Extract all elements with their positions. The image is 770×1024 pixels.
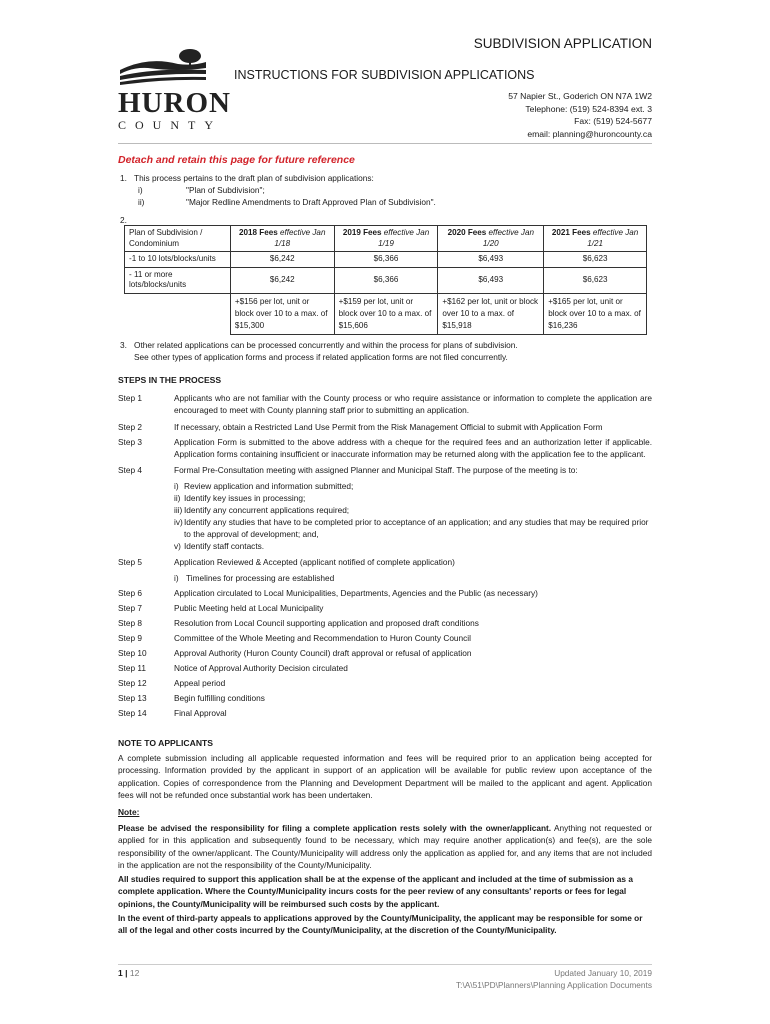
page-number: 1 | 12 xyxy=(118,968,140,978)
fee-cell: $6,493 xyxy=(438,267,544,293)
row-label: - 11 or more lots/blocks/units xyxy=(125,267,231,293)
fee-cell: $6,623 xyxy=(544,252,647,268)
list-item xyxy=(118,392,652,416)
step-label: Step 11 xyxy=(118,663,146,673)
footer-divider xyxy=(118,964,652,965)
step-text: Begin fulfilling conditions xyxy=(174,693,265,703)
list-item xyxy=(118,632,652,644)
steps-list xyxy=(118,392,652,719)
step-text: Formal Pre-Consultation meeting with assigned Planner and Municipal Staff. The purpose of the meeting is to: xyxy=(174,465,578,475)
step-label: Step 9 xyxy=(118,633,142,643)
step-text: Final Approval xyxy=(174,708,227,718)
table-row xyxy=(125,252,647,268)
sub-item-number: i) xyxy=(138,185,143,195)
fee-cell: $6,242 xyxy=(230,252,334,268)
file-path: T:\A\51\PD\Planners\Planning Application Documents xyxy=(455,979,652,990)
steps-heading: STEPS IN THE PROCESS xyxy=(118,375,222,385)
item-number: 1. xyxy=(120,173,127,183)
step-text: Notice of Approval Authority Decision circulated xyxy=(174,663,348,673)
note-bold-lead: Please be advised the responsibility for filing a complete application rests solely with the owner/applicant. xyxy=(118,823,552,833)
sub-item-text: "Plan of Subdivision"; xyxy=(186,185,265,195)
note-paragraph: In the event of third-party appeals to applications approved by the County/Municipality, the applicant may be responsible for some or all of the legal and other costs incurred by the County/Municipality, at the discretion of the County/Municipality. xyxy=(118,913,643,936)
step-4-sub-list xyxy=(118,480,652,552)
table-header-cell: 2019 Fees effective Jan 1/19 xyxy=(334,226,438,252)
step-text: Application circulated to Local Municipalities, Departments, Agencies and the Public (as necessary) xyxy=(174,588,538,598)
sub-item-number: ii) xyxy=(138,197,145,207)
table-header-row xyxy=(125,226,647,252)
step-text: Application Reviewed & Accepted (applicant notified of complete application) xyxy=(174,557,455,567)
step-label: Step 1 xyxy=(118,393,142,403)
contact-address xyxy=(508,90,652,140)
list-item xyxy=(118,647,652,659)
table-corner-label: Plan of Subdivision / Condominium xyxy=(125,226,231,252)
fax-line: Fax: (519) 524-5677 xyxy=(574,116,652,127)
list-item xyxy=(118,556,652,568)
logo-wordmark: HURON xyxy=(118,87,231,119)
note-paragraph: All studies required to support this application shall be at the expense of the applicant and included at the time of submission as a complete application. Where the County/Municipality incurs costs for the peer review of any consultants' reports or fees for legal opinions, the County/Municipality will be reimbursed such costs by the applicant. xyxy=(118,874,633,909)
step-text: Resolution from Local Council supporting application and proposed draft conditions xyxy=(174,618,479,628)
list-item xyxy=(118,587,652,599)
step-text: Applicants who are not familiar with the County process or who require assistance or information to complete the application are encouraged to meet with County planning staff prior to submitting an application. xyxy=(174,393,652,415)
logo-subtitle: COUNTY xyxy=(118,118,222,132)
document-title: SUBDIVISION APPLICATION xyxy=(473,36,652,51)
step-label: Step 7 xyxy=(118,603,142,613)
empty-cell xyxy=(125,293,231,335)
item-number: 3. xyxy=(120,340,127,350)
email-line: email: planning@huroncounty.ca xyxy=(527,128,652,139)
table-row xyxy=(125,293,647,335)
item-text: This process pertains to the draft plan of subdivision applications: xyxy=(134,173,374,183)
sub-item-text: "Major Redline Amendments to Draft Approved Plan of Subdivision". xyxy=(186,197,436,207)
note-body: A complete submission including all applicable requested information and fees will be required prior to an application being accepted for processing. Information provided by the applicant in support of an application will be available for public review upon acceptance of the application. Copies of correspondence from the Planning and Development Department will be mailed to the applicant and agent. Application fees will not be refunded once substantial work has been undertaken. xyxy=(118,753,652,801)
address-line: 57 Napier St., Goderich ON N7A 1W2 xyxy=(508,91,652,101)
step-label: Step 8 xyxy=(118,618,142,628)
per-lot-fee-cell: +$159 per lot, unit or block over 10 to a max. of $15,606 xyxy=(334,293,438,335)
step-text: Appeal period xyxy=(174,678,226,688)
step-label: Step 5 xyxy=(118,557,142,567)
table-header-cell: 2018 Fees effective Jan 1/18 xyxy=(230,226,334,252)
header-divider xyxy=(118,143,652,144)
step-5-sub-list xyxy=(118,572,652,584)
step-text: Public Meeting held at Local Municipality xyxy=(174,603,324,613)
fee-cell: $6,366 xyxy=(334,252,438,268)
step-text: Approval Authority (Huron County Council) draft approval or refusal of application xyxy=(174,648,472,658)
step-label: Step 13 xyxy=(118,693,147,703)
sub-item: iii) Identify any concurrent applications required; xyxy=(174,505,350,515)
step-label: Step 10 xyxy=(118,648,147,658)
list-item xyxy=(118,464,652,476)
step-text: Application Form is submitted to the above address with a cheque for the required fees and an authorization letter if applicable. Application forms containing insufficient or inaccurate information may be returned along with the application fee to the applicant. xyxy=(174,437,652,459)
step-text: Committee of the Whole Meeting and Recommendation to Huron County Council xyxy=(174,633,471,643)
intro-list xyxy=(120,172,436,208)
per-lot-fee-cell: +$162 per lot, unit or block over 10 to a max. of $15,918 xyxy=(438,293,544,335)
list-item xyxy=(118,707,652,719)
footer-info xyxy=(456,968,652,991)
document-subtitle: INSTRUCTIONS FOR SUBDIVISION APPLICATIONS xyxy=(234,68,535,82)
sub-item: v) Identify staff contacts. xyxy=(174,541,265,551)
step-text: If necessary, obtain a Restricted Land Use Permit from the Risk Management Official to submit with Application Form xyxy=(174,422,603,432)
fee-cell: $6,366 xyxy=(334,267,438,293)
step-label: Step 3 xyxy=(118,437,142,447)
step-label: Step 12 xyxy=(118,678,147,688)
note-label: Note: xyxy=(118,807,140,817)
note-heading: NOTE TO APPLICANTS xyxy=(118,738,214,748)
sub-item: i) Timelines for processing are established xyxy=(174,573,335,583)
fee-cell: $6,623 xyxy=(544,267,647,293)
row-label: -1 to 10 lots/blocks/units xyxy=(125,252,231,268)
step-label: Step 4 xyxy=(118,465,142,475)
table-header-cell: 2021 Fees effective Jan 1/21 xyxy=(544,226,647,252)
list-item xyxy=(118,662,652,674)
list-item xyxy=(118,692,652,704)
table-header-cell: 2020 Fees effective Jan 1/20 xyxy=(438,226,544,252)
per-lot-fee-cell: +$156 per lot, unit or block over 10 to a max. of $15,300 xyxy=(230,293,334,335)
note-paragraph xyxy=(118,822,652,871)
item-text: Other related applications can be processed concurrently and within the process for plans of subdivision. xyxy=(134,340,518,350)
telephone-line: Telephone: (519) 524-8394 ext. 3 xyxy=(525,103,652,114)
landscape-logo-icon xyxy=(118,48,208,86)
item-text: See other types of application forms and process if related application forms are not filed concurrently. xyxy=(134,352,508,362)
list-item xyxy=(118,677,652,689)
list-item xyxy=(118,421,652,433)
fee-cell: $6,242 xyxy=(230,267,334,293)
note-text: Anything not requested or applied for in this application and subsequently found to be necessary, which may require another application(s) and fee(s), are the sole responsibility of the owner/applicant. The County/Municipality will address only the application as applied for, and any items that are not included in the application are not the responsibility of the County/Municipality. xyxy=(118,823,652,870)
fee-cell: $6,493 xyxy=(438,252,544,268)
step-label: Step 14 xyxy=(118,708,147,718)
table-row xyxy=(125,267,647,293)
detach-notice: Detach and retain this page for future reference xyxy=(118,154,355,166)
step-label: Step 2 xyxy=(118,422,142,432)
step-label: Step 6 xyxy=(118,588,142,598)
sub-item: i) Review application and information submitted; xyxy=(174,481,354,491)
huron-county-logo xyxy=(118,48,231,132)
list-item xyxy=(118,602,652,614)
list-item xyxy=(118,436,652,460)
intro-item-3 xyxy=(120,339,518,363)
list-item xyxy=(118,617,652,629)
fee-table xyxy=(124,225,647,335)
sub-item: iv) Identify any studies that have to be completed prior to acceptance of an application; and any studies that may be required prior to the approval of development; and, xyxy=(174,517,649,539)
per-lot-fee-cell: +$165 per lot, unit or block over 10 to a max. of $16,236 xyxy=(544,293,647,335)
item-number: 2. xyxy=(120,215,127,225)
updated-date: Updated January 10, 2019 xyxy=(554,968,652,978)
sub-item: ii) Identify key issues in processing; xyxy=(174,493,306,503)
